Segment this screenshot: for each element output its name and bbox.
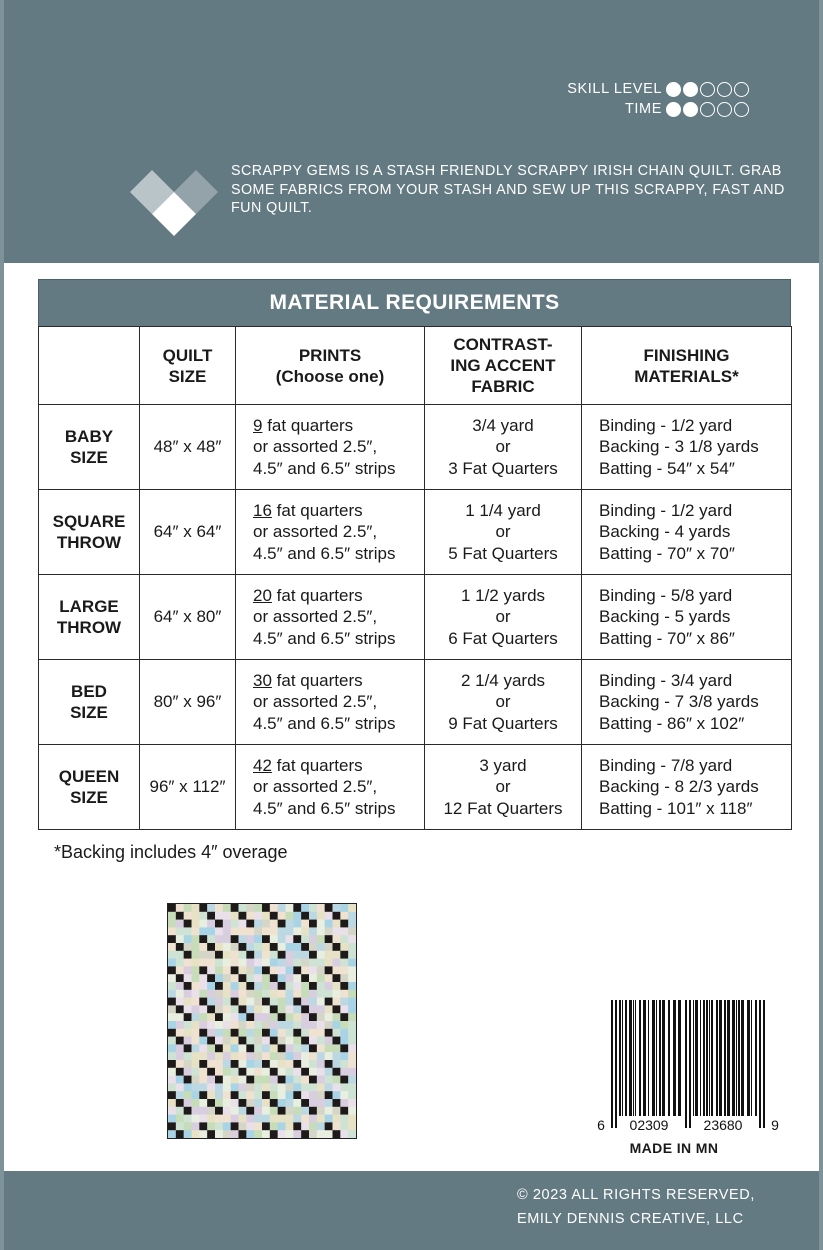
skill-level-label: SKILL LEVEL — [567, 81, 662, 97]
quilt-size-cell — [140, 745, 236, 830]
row-label — [39, 490, 140, 575]
filled-dot-icon — [683, 102, 698, 117]
header-empty — [39, 327, 140, 405]
quilt-size-cell — [140, 575, 236, 660]
row-label — [39, 745, 140, 830]
time-label: TIME — [624, 101, 662, 117]
empty-dot-icon — [700, 102, 715, 117]
copyright-line-2: EMILY DENNIS CREATIVE, LLC — [516, 1211, 744, 1227]
filled-dot-icon — [666, 82, 681, 97]
table-row — [39, 660, 792, 745]
footer-band — [4, 1171, 819, 1250]
accent-cell: 2 1/4 yards or 9 Fat Quarters — [425, 660, 582, 745]
table-title: MATERIAL REQUIREMENTS — [38, 279, 791, 326]
header-accent: CONTRAST- ING ACCENT FABRIC — [425, 327, 582, 405]
skill-level-dots — [666, 82, 749, 97]
quilt-size-text: 80″ x 96″ — [153, 692, 222, 712]
time-row — [567, 99, 749, 119]
prints-cell: 30 fat quarters or assorted 2.5″, 4.5″ and 6.5″ strips — [236, 660, 425, 745]
quilt-size-text: 48″ x 48″ — [153, 437, 222, 457]
prints-count: 42 — [253, 755, 272, 775]
filled-dot-icon — [683, 82, 698, 97]
header-prints: PRINTS (Choose one) — [236, 327, 425, 405]
header-finishing: FINISHING MATERIALS* — [582, 327, 792, 405]
difficulty-ratings — [567, 79, 749, 119]
empty-dot-icon — [717, 82, 732, 97]
time-dots — [666, 102, 749, 117]
finishing-cell: Binding - 3/4 yard Backing - 7 3/8 yards Batting - 86″ x 102″ — [582, 660, 792, 745]
prints-cell: 9 fat quarters or assorted 2.5″, 4.5″ and 6.5″ strips — [236, 405, 425, 490]
diamond-logo-icon — [126, 170, 222, 242]
row-label — [39, 575, 140, 660]
finishing-cell: Binding - 5/8 yard Backing - 5 yards Batting - 70″ x 86″ — [582, 575, 792, 660]
table-row — [39, 490, 792, 575]
requirements-table — [38, 326, 792, 830]
backing-footnote: *Backing includes 4″ overage — [54, 842, 288, 862]
pattern-back-cover — [4, 0, 819, 1250]
quilt-size-cell — [140, 405, 236, 490]
prints-cell: 20 fat quarters or assorted 2.5″, 4.5″ and 6.5″ strips — [236, 575, 425, 660]
quilt-size-text: 64″ x 64″ — [153, 522, 222, 542]
intro-text: SCRAPPY GEMS IS A STASH FRIENDLY SCRAPPY IRISH CHAIN QUILT. GRAB SOME FABRICS FROM YOUR STASH AND SEW UP THIS SCRAPPY, FAST AND FUN QUILT. — [231, 163, 785, 216]
finishing-cell: Binding - 1/2 yard Backing - 3 1/8 yards Batting - 54″ x 54″ — [582, 405, 792, 490]
prints-cell: 16 fat quarters or assorted 2.5″, 4.5″ and 6.5″ strips — [236, 490, 425, 575]
quilt-size-text: 64″ x 80″ — [153, 607, 222, 627]
empty-dot-icon — [717, 102, 732, 117]
quilt-size-cell — [140, 660, 236, 745]
prints-count: 16 — [253, 500, 272, 520]
made-in-label: MADE IN MN — [629, 1140, 719, 1156]
header-quilt-size: QUILT SIZE — [140, 327, 236, 405]
barcode-left-digit: 6 — [597, 1117, 605, 1133]
filled-dot-icon — [666, 102, 681, 117]
table-row — [39, 575, 792, 660]
table-row — [39, 745, 792, 830]
row-label-text: BED SIZE — [70, 681, 108, 722]
prints-cell: 42 fat quarters or assorted 2.5″, 4.5″ and 6.5″ strips — [236, 745, 425, 830]
table-row — [39, 405, 792, 490]
finishing-cell: Binding - 7/8 yard Backing - 8 2/3 yards Batting - 101″ x 118″ — [582, 745, 792, 830]
row-label-text: BABY SIZE — [64, 426, 114, 467]
accent-cell: 3 yard or 12 Fat Quarters — [425, 745, 582, 830]
prints-count: 30 — [253, 670, 272, 690]
barcode-image — [591, 1000, 781, 1160]
barcode-group-1: 02309 — [629, 1117, 669, 1133]
quilt-preview-image — [167, 903, 357, 1139]
empty-dot-icon — [734, 102, 749, 117]
prints-count: 9 — [253, 415, 263, 435]
empty-dot-icon — [700, 82, 715, 97]
table-header-row — [39, 327, 792, 405]
quilt-size-cell — [140, 490, 236, 575]
finishing-cell: Binding - 1/2 yard Backing - 4 yards Batting - 70″ x 70″ — [582, 490, 792, 575]
row-label-text: SQUARE THROW — [52, 511, 126, 552]
barcode-group-2: 23680 — [703, 1117, 743, 1133]
row-label — [39, 405, 140, 490]
skill-level-row — [567, 79, 749, 99]
empty-dot-icon — [734, 82, 749, 97]
quilt-size-text: 96″ x 112″ — [149, 777, 226, 797]
accent-cell: 1 1/4 yard or 5 Fat Quarters — [425, 490, 582, 575]
material-requirements — [38, 279, 791, 830]
row-label — [39, 660, 140, 745]
copyright — [517, 1183, 755, 1231]
header-band — [4, 0, 819, 263]
row-label-text: QUEEN SIZE — [58, 766, 120, 807]
copyright-line-1: © 2023 ALL RIGHTS RESERVED, — [516, 1187, 755, 1203]
accent-cell: 1 1/2 yards or 6 Fat Quarters — [425, 575, 582, 660]
barcode-right-digit: 9 — [771, 1117, 779, 1133]
row-label-text: LARGE THROW — [56, 596, 122, 637]
accent-cell: 3/4 yard or 3 Fat Quarters — [425, 405, 582, 490]
prints-count: 20 — [253, 585, 272, 605]
